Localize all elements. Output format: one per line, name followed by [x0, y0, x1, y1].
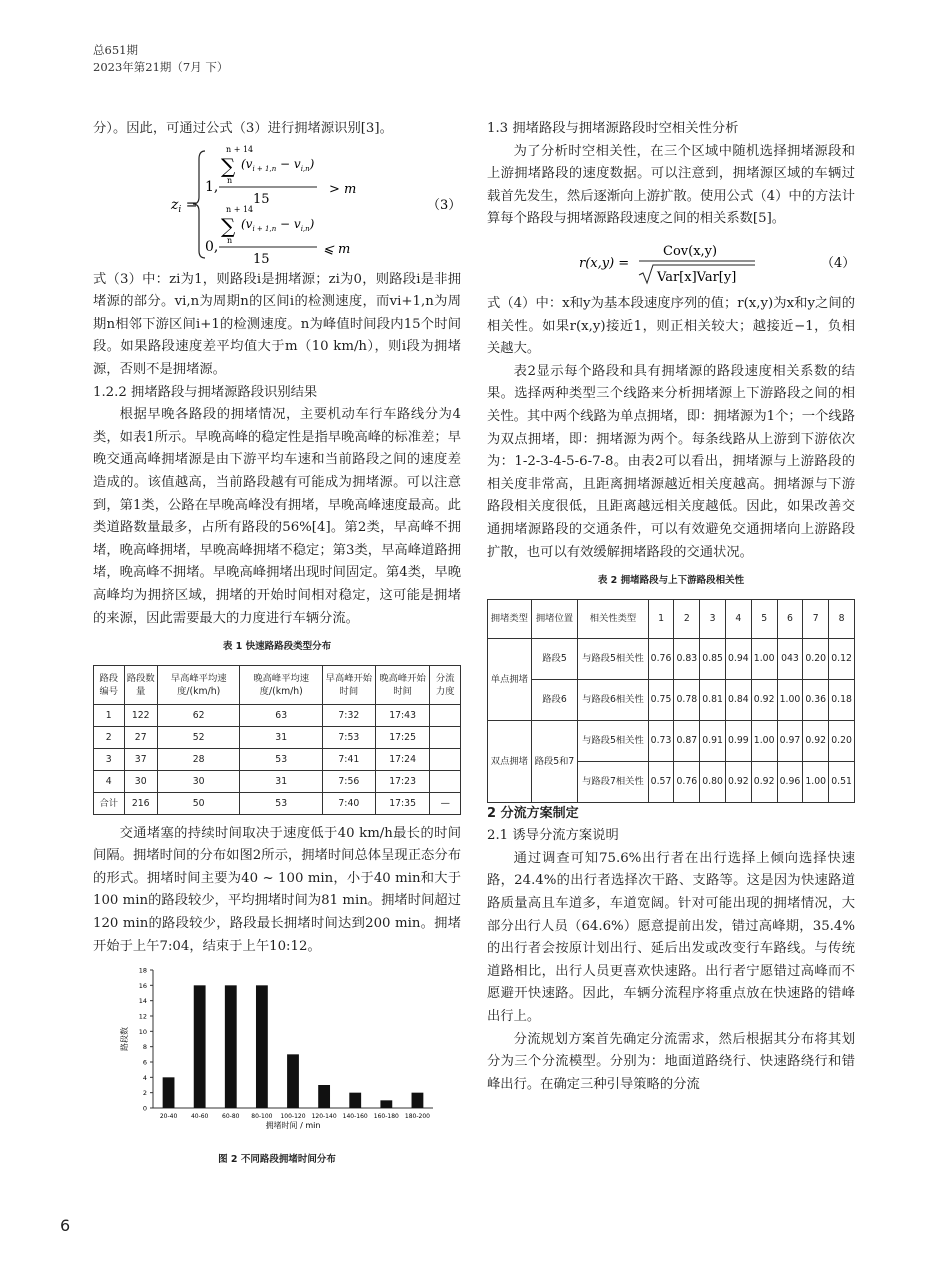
- eq3-sum-top-1: n + 14: [226, 144, 254, 154]
- bar: [163, 1078, 175, 1109]
- y-axis-label: 路段数: [120, 1027, 129, 1052]
- table2-cell: 0.78: [674, 679, 700, 720]
- table2-cell: 0.75: [648, 679, 674, 720]
- header-issue-total: 总651期: [93, 43, 138, 57]
- table2-header: 7: [803, 599, 829, 638]
- x-tick-label: 20-40: [159, 1113, 178, 1121]
- table2-row: [488, 679, 855, 720]
- table2-cell: 0.84: [725, 679, 751, 720]
- table2-cell: 1.00: [751, 720, 777, 761]
- table1-cell: 31: [240, 770, 323, 792]
- table2-cell: 0.20: [803, 638, 829, 679]
- eq3-case-0: 0,: [205, 238, 219, 255]
- table1-cell: 31: [240, 726, 323, 748]
- table2-cell: 0.76: [674, 761, 700, 802]
- table2-cell: 0.92: [751, 761, 777, 802]
- table2-cell: 路段5和7: [531, 720, 578, 802]
- table2-header: 8: [829, 599, 855, 638]
- equation-3-graphic: [93, 143, 461, 265]
- table2-cell: 0.85: [700, 638, 726, 679]
- table2-row: [488, 638, 855, 679]
- table1-cell: 17:35: [375, 792, 430, 814]
- table2-cell: 0.12: [829, 638, 855, 679]
- table2-cell: 0.92: [725, 761, 751, 802]
- table2-cell: 0.51: [829, 761, 855, 802]
- table2-cell: 双点拥堵: [488, 720, 532, 802]
- eq3-case-1: 1,: [205, 178, 219, 195]
- paragraph-open: 分）。因此，可通过公式（3）进行拥堵源识别[3]。: [93, 121, 393, 136]
- table2-cell: 路段5: [531, 638, 578, 679]
- eq3-rel-0: ⩽ m: [323, 241, 351, 257]
- table2-cell: 0.81: [700, 679, 726, 720]
- bar-chart: [93, 962, 461, 1138]
- table1-cell: 7:32: [322, 704, 375, 726]
- table1-row: [94, 748, 461, 770]
- table2-cell: 0.57: [648, 761, 674, 802]
- bar: [225, 986, 237, 1109]
- y-tick-label: 14: [138, 997, 147, 1006]
- table2-cell: 0.18: [829, 679, 855, 720]
- table2-cell: 0.92: [751, 679, 777, 720]
- y-tick-label: 10: [138, 1028, 147, 1037]
- table1-cell: 30: [157, 770, 240, 792]
- table1-cell: 17:24: [375, 748, 430, 770]
- y-tick-label: 12: [138, 1012, 147, 1021]
- table2-cell: 0.80: [700, 761, 726, 802]
- section-heading-1-3: 1.3 拥堵路段与拥堵源路段时空相关性分析: [487, 121, 739, 136]
- table1-caption: 表 1 快速路路段类型分布: [222, 641, 332, 653]
- x-axis-label: 拥堵时间 / min: [265, 1121, 321, 1131]
- table2-header: 3: [700, 599, 726, 638]
- bar: [287, 1055, 299, 1109]
- table1-cell: 37: [124, 748, 157, 770]
- table1-cell: [430, 704, 461, 726]
- paragraph-duration: 交通堵塞的持续时间取决于速度低于40 km/h最长的时间间隔。拥堵时间的分布如图2所示，拥堵时间总体呈现正态分布的形式。拥堵时间主要为40 ~ 100 min，小于40 min和大于100 min的路段较少，平均拥堵时间为81 min。拥堵时间超过120 min的路段较少，路段最长拥堵时间达到200 min。拥堵开始于上午7:04，结束于上午10:12。: [93, 825, 461, 954]
- eq3-den-1: 15: [253, 191, 270, 207]
- table1-cell: 2: [94, 726, 125, 748]
- table1-cell: 53: [240, 748, 323, 770]
- eq4-label: （4）: [821, 255, 855, 271]
- table2-cell: 1.00: [777, 679, 803, 720]
- table2-header: 5: [751, 599, 777, 638]
- table1-cell: —: [430, 792, 461, 814]
- figure-2: [93, 962, 461, 1171]
- header-issue-date: 2023年第21期（7月 下）: [93, 60, 229, 74]
- table1-cell: 62: [157, 704, 240, 726]
- table1-cell: 4: [94, 770, 125, 792]
- eq3-sum-top-0: n + 14: [226, 204, 254, 214]
- table1-cell: [430, 748, 461, 770]
- x-tick-label: 40-60: [190, 1113, 209, 1121]
- bar: [349, 1093, 361, 1108]
- paragraph-diversion-survey: 通过调查可知75.6%出行者在出行选择上倾向选择快速路，24.4%的出行者选择次干路、支路等。这是因为快速路道路质量高且车道多，车道宽阔。针对可能出现的拥堵情况，大部分出行人员（64.6%）愿意提前出发，错过高峰期，35.4%的出行者会按原计划出行、延后出发或改变行车路线。与传统道路相比，出行人员更喜欢快速路。出行者宁愿错过高峰而不愿避开快速路。因此，车辆分流程序将重点放在快速路的错峰出行上。: [487, 850, 855, 1025]
- table2-cell: 0.92: [803, 720, 829, 761]
- table1-header: 晚高峰开始时间: [375, 665, 430, 704]
- eq3-term-0: $(v_{i + 1,n} - v_{i,n})$: [241, 216, 315, 233]
- table1-header: 分流力度: [430, 665, 461, 704]
- table2-header: 4: [725, 599, 751, 638]
- table2-cell: 与路段5相关性: [578, 638, 648, 679]
- table2-cell: 与路段5相关性: [578, 720, 648, 761]
- table1-cell: 7:41: [322, 748, 375, 770]
- table-2: [487, 599, 855, 803]
- eq3-lhs: $z_i$ =: [171, 196, 198, 215]
- table2-cell: 0.87: [674, 720, 700, 761]
- y-tick-label: 16: [138, 982, 147, 991]
- section-heading-2-1: 2.1 诱导分流方案说明: [487, 828, 619, 844]
- table1-header: 早高峰开始时间: [322, 665, 375, 704]
- eq3-sigma-0: ∑: [221, 213, 236, 238]
- eq3-sigma-1: ∑: [221, 153, 236, 178]
- table1-row: [94, 792, 461, 814]
- x-tick-label: 80-100: [251, 1113, 273, 1121]
- bar: [412, 1093, 424, 1108]
- eq3-den-0: 15: [253, 251, 270, 265]
- table1-cell: 50: [157, 792, 240, 814]
- paragraph-diversion-plan: 分流规划方案首先确定分流需求，然后根据其分布将其划分为三个分流模型。分别为：地面道路绕行、快速路绕行和错峰出行。在确定三种引导策略的分流: [487, 1031, 855, 1092]
- left-column: [93, 118, 461, 1177]
- right-column: [487, 118, 855, 1096]
- table1-row: [94, 770, 461, 792]
- table2-cell: 0.36: [803, 679, 829, 720]
- table1-header: 早高峰平均速度/(km/h): [157, 665, 240, 704]
- table1-cell: 17:43: [375, 704, 430, 726]
- table2-header: 1: [648, 599, 674, 638]
- paragraph-eq3-explanation: 式（3）中：zi为1，则路段i是拥堵源；zi为0，则路段i是非拥堵源的部分。vi,n为周期n的区间i的检测速度，而vi+1,n为周期n相邻下游区间i+1的检测速度。n为峰值时间段内15个时间段。如果路段速度差平均值大于m（10 km/h），则i段为拥堵源，否则不是拥堵源。: [93, 271, 461, 377]
- table1-cell: 28: [157, 748, 240, 770]
- eq3-sum-bot-0: n: [227, 235, 233, 245]
- table2-cell: 1.00: [803, 761, 829, 802]
- table2-cell: 0.76: [648, 638, 674, 679]
- eq3-term-1: $(v_{i + 1,n} - v_{i,n})$: [241, 156, 315, 173]
- table1-cell: 53: [240, 792, 323, 814]
- table-1: [93, 665, 461, 815]
- table2-cell: 0.97: [777, 720, 803, 761]
- table1-row: [94, 704, 461, 726]
- equation-4-graphic: [487, 239, 855, 287]
- table1-cell: 3: [94, 748, 125, 770]
- y-tick-label: 18: [138, 966, 147, 975]
- table1-header: 路段编号: [94, 665, 125, 704]
- eq4-denominator: Var[x]Var[y]: [657, 269, 737, 285]
- table1-cell: 63: [240, 704, 323, 726]
- eq4-lhs: r(x,y) =: [579, 255, 630, 271]
- table1-cell: 7:53: [322, 726, 375, 748]
- page-number: 6: [60, 1216, 71, 1235]
- eq4-numerator: Cov(x,y): [663, 243, 718, 259]
- bar: [318, 1085, 330, 1108]
- y-tick-label: 0: [142, 1104, 147, 1113]
- section-heading-1-2-2: 1.2.2 拥堵路段与拥堵源路段识别结果: [93, 384, 318, 400]
- table1-cell: 30: [124, 770, 157, 792]
- table1-cell: 合计: [94, 792, 125, 814]
- figure-2-caption: 图 2 不同路段拥堵时间分布: [218, 1153, 336, 1165]
- bar: [380, 1101, 392, 1109]
- table2-cell: 0.94: [725, 638, 751, 679]
- table2-cell: 0.91: [700, 720, 726, 761]
- equation-3: [93, 143, 461, 265]
- table1-cell: 7:40: [322, 792, 375, 814]
- table2-cell: 与路段7相关性: [578, 761, 648, 802]
- table1-row: [94, 726, 461, 748]
- eq3-label: （3）: [427, 197, 461, 213]
- table2-header: 6: [777, 599, 803, 638]
- table2-cell: 与路段6相关性: [578, 679, 648, 720]
- x-tick-label: 160-180: [373, 1113, 399, 1121]
- paragraph-classification: 根据早晚各路段的拥堵情况，主要机动车行车路线分为4类，如表1所示。早晚高峰的稳定性是指早晚高峰的标准差；早晚交通高峰拥堵源是由下游平均车速和当前路段之间的速度差造成的。该值越高，当前路段越有可能成为拥堵源。可以注意到，第1类，公路在早晚高峰没有拥堵，早晚高峰速度最高。此类道路数量最多，占所有路段的56%[4]。第2类，早高峰不拥堵，晚高峰拥堵，早晚高峰拥堵不稳定；第3类，早高峰道路拥堵，晚高峰不拥堵。早晚高峰拥堵出现时间固定。第4类，早晚高峰均为拥挤区域，拥堵的开始时间相对稳定，这可能是拥堵的来源，因此需要最大的力度进行车辆分流。: [93, 407, 461, 626]
- table2-cell: 0.20: [829, 720, 855, 761]
- table1-cell: 17:25: [375, 726, 430, 748]
- paragraph-correlation-intro: 为了分析时空相关性，在三个区域中随机选择拥堵源段和上游拥堵路段的速度数据。可以注意到，拥堵源区域的车辆过载首先发生，然后逐渐向上游扩散。使用公式（4）中的方法计算每个路段与拥堵源路段速度之间的相关系数[5]。: [487, 143, 855, 227]
- table2-header: 拥堵位置: [531, 599, 578, 638]
- table2-cell: 043: [777, 638, 803, 679]
- table2-caption: 表 2 拥堵路段与上下游路段相关性: [597, 575, 745, 587]
- table2-cell: 0.96: [777, 761, 803, 802]
- table1-cell: 216: [124, 792, 157, 814]
- y-tick-label: 6: [142, 1058, 147, 1067]
- running-header: [93, 42, 228, 76]
- table1-cell: 122: [124, 704, 157, 726]
- table2-cell: 0.99: [725, 720, 751, 761]
- table2-header: 相关性类型: [578, 599, 648, 638]
- bar: [194, 986, 206, 1109]
- section-heading-2: 2 分流方案制定: [487, 805, 579, 821]
- paragraph-eq4-explanation: 式（4）中：x和y为基本段速度序列的值；r(x,y)为x和y之间的相关性。如果r(x,y)接近1，则正相关较大；越接近−1，负相关越大。: [487, 295, 855, 357]
- table1-cell: 17:23: [375, 770, 430, 792]
- table1-cell: 27: [124, 726, 157, 748]
- table1-cell: [430, 770, 461, 792]
- bar: [256, 986, 268, 1109]
- x-tick-label: 180-200: [404, 1113, 430, 1121]
- table1-header: 晚高峰平均速度/(km/h): [240, 665, 323, 704]
- x-tick-label: 120-140: [311, 1113, 337, 1121]
- table2-cell: 1.00: [751, 638, 777, 679]
- eq3-sum-bot-1: n: [227, 175, 233, 185]
- paragraph-table2-discussion: 表2显示每个路段和具有拥堵源的路段速度相关系数的结果。选择两种类型三个线路来分析拥堵源上下游路段之间的相关性。其中两个线路为单点拥堵，即：拥堵源为1个；一个线路为双点拥堵，即：拥堵源为两个。每条线路从上游到下游依次为：1-2-3-4-5-6-7-8。由表2可以看出，拥堵源与上游路段的相关度非常高，且距离拥堵源越近相关度越高。拥堵源与下游路段相关度很低，且距离越远相关度越低。因此，如果改善交通拥堵源路段的交通条件，可以有效避免交通拥堵向上游路段扩散，也可以有效缓解拥堵路段的交通状况。: [487, 363, 855, 560]
- equation-4: [487, 239, 855, 287]
- x-tick-label: 100-120: [280, 1113, 306, 1121]
- x-tick-label: 60-80: [222, 1113, 240, 1121]
- y-tick-label: 8: [142, 1043, 147, 1052]
- table2-cell: 单点拥堵: [488, 638, 532, 720]
- table1-header: 路段数量: [124, 665, 157, 704]
- eq3-rel-1: > m: [329, 181, 357, 197]
- table1-cell: 7:56: [322, 770, 375, 792]
- table2-cell: 路段6: [531, 679, 578, 720]
- y-tick-label: 4: [142, 1074, 147, 1083]
- table2-header: 2: [674, 599, 700, 638]
- table2-header: 拥堵类型: [488, 599, 532, 638]
- table2-cell: 0.83: [674, 638, 700, 679]
- table1-cell: 52: [157, 726, 240, 748]
- y-tick-label: 2: [142, 1089, 147, 1098]
- x-tick-label: 140-160: [342, 1113, 368, 1121]
- table2-row: [488, 720, 855, 761]
- table1-cell: [430, 726, 461, 748]
- table2-cell: 0.73: [648, 720, 674, 761]
- table1-cell: 1: [94, 704, 125, 726]
